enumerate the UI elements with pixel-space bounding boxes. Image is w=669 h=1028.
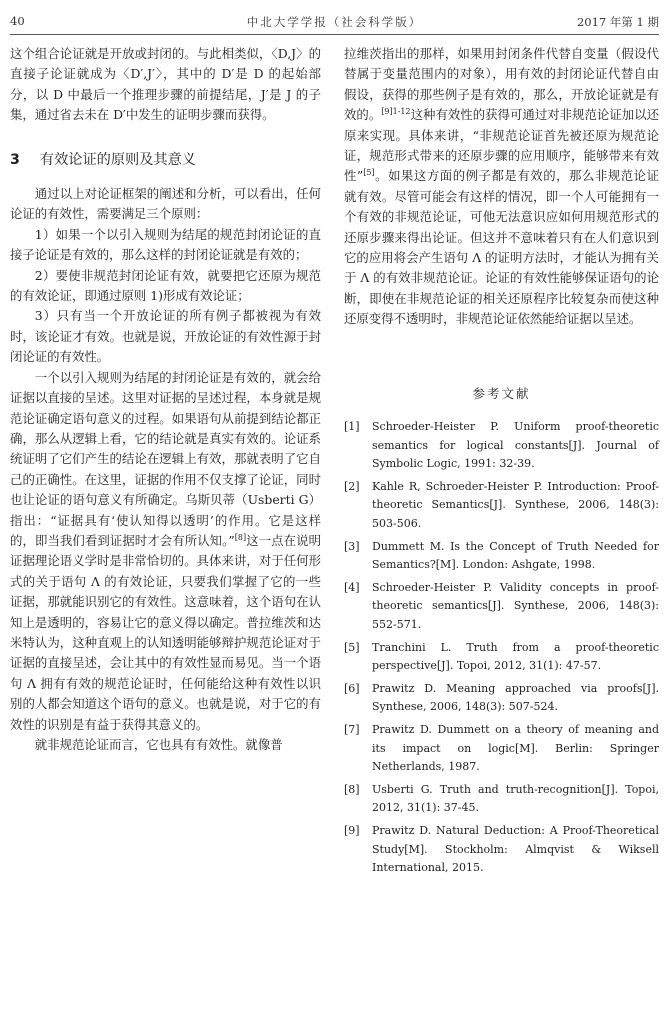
paragraph — [10, 368, 321, 735]
paragraph-text: 拉维茨指出的那样，如果用封闭条件代替自变量（假设代替属于变量范围内的对象），用有效的封闭论证代替自由假设，获得的那些例子是有效的，那么，开放论证就是有效的。 — [344, 46, 659, 123]
reference-text: Schroeder-Heister P. Uniform proof-theoretic semantics for logical constants[J]. Journal of Symbolic Logic, 1991: 32-39. — [372, 420, 659, 471]
page-header — [10, 12, 659, 34]
intro-paragraph: 这个组合论证就是开放或封闭的。与此相类似，〈D,J〉的直接子论证就成为〈D′,J′〉，其中的 D′是 D 的起始部分，以 D 中最后一个推理步骤的前提结尾，J′是 J 的子集，通过省去未在 D′中发生的证明步骤而获得。 — [10, 46, 321, 123]
paragraph-text: 。如果这方面的例子都是有效的，那么非规范论证就有效。尽管可能会有这样的情况，即一个人可能拥有一个有效的非规范论证，可他无法意识应如何用规范形式的还原步骤来得出论证。但这并不意味着只有在人们意识到它的应用将会产生语句 Λ 的证明方法时，才能认为拥有关于 Λ 的有效非规范论证。论证的有效性能够保证语句的论断，即使在非规范论证的相关还原程序比较复杂而使这种还原变得不透明时，非规范论证依然能给证据以呈述。 — [344, 168, 659, 327]
reference-item — [344, 639, 659, 676]
reference-item — [344, 579, 659, 635]
reference-number: [9] — [344, 823, 360, 837]
reference-item — [344, 721, 659, 777]
section-title: 有效论证的原则及其意义 — [39, 151, 196, 168]
citation[interactable]: [5] — [363, 168, 375, 178]
reference-number: [1] — [344, 420, 360, 434]
paragraph-text: 这种有效性的获得可通过对非规范论证加以还原来实现。具体来讲，“非规范论证首先被还原为规范论证，规范形式带来的还原步骤的应用顺序，能够带来有效性” — [344, 107, 660, 184]
reference-item — [344, 538, 659, 575]
reference-text: Schroeder-Heister P. Validity concepts in proof-theoretic semantics[J]. Synthese, 2006, 148(3): 552-571. — [372, 580, 659, 632]
issue-label: 2017 年第 1 期 — [576, 15, 659, 29]
reference-item — [344, 781, 659, 818]
reference-text: Tranchini L. Truth from a proof-theoretic perspective[J]. Topoi, 2012, 31(1): 47-57. — [372, 640, 659, 673]
references-heading: 参考文献 — [472, 385, 531, 401]
reference-item — [344, 822, 659, 878]
reference-item — [344, 478, 659, 534]
reference-number: [3] — [344, 539, 360, 553]
section-number: 3 — [10, 151, 20, 168]
left-column — [10, 44, 321, 755]
principle-1: 1）如果一个以引入规则为结尾的规范封闭论证的直接子论证是有效的，那么这样的封闭论证就是有效的； — [10, 226, 321, 263]
principle-2: 2）要使非规范封闭论证有效，就要把它还原为规范的有效论证，即通过原则 1)形成有效论证； — [10, 267, 321, 304]
paragraph: 就非规范论证而言，它也具有有效性。就像普 — [34, 737, 283, 752]
reference-text: Kahle R, Schroeder-Heister P. Introduction: Proof-theoretic Semantics[J]. Synthese, 2006, 148(3): 503-506. — [372, 479, 659, 531]
reference-text: Prawitz D. Natural Deduction: A Proof-Theoretical Study[M]. Stockholm: Almqvist & Wiksell International, 2015. — [372, 823, 659, 875]
header-rule — [10, 34, 659, 35]
reference-number: [8] — [344, 782, 360, 796]
reference-text: Prawitz D. Dummett on a theory of meaning and its impact on logic[M]. Berlin: Springer Netherlands, 1987. — [372, 723, 659, 774]
reference-number: [2] — [344, 479, 360, 493]
paragraph-text: 这一点在说明证据理论语义学时是非常恰切的。具体来讲，对于任何形式的关于语句 Λ 的有效论证，只要我们掌握了它的一些证据，那就能识别它的有效性。这意味着，这个语句在认知上是透明的，容易让它的意义得以确定。普拉维茨和达米特认为，这种直观上的认知透明能够辩护规范论证对于证据的直接呈述，会让其中的有效性显而易见。当一个语句 Λ 拥有有效的规范论证时，任何能给这种有效性以识别的人都会知道这个语句的意义。也就是说，对于它的有效性的识别是有益于获得其意义的。 — [10, 532, 322, 732]
reference-number: [6] — [344, 681, 360, 695]
reference-item — [344, 418, 659, 474]
journal-title: 中北大学学报（社会科学版） — [246, 15, 423, 29]
paragraph: 通过以上对论证框架的阐述和分析，可以看出，任何论证的有效性，需要满足三个原则： — [10, 186, 321, 222]
reference-number: [7] — [344, 723, 360, 736]
principle-3: 3）只有当一个开放论证的所有例子都被视为有效时，该论证才有效。也就是说，开放论证的有效性源于封闭论证的有效性。 — [10, 308, 321, 365]
reference-text: Prawitz D. Meaning approached via proofs[J]. Synthese, 2006, 148(3): 507-524. — [372, 681, 659, 714]
right-column — [344, 44, 659, 882]
reference-number: [5] — [344, 640, 360, 654]
section-heading — [10, 150, 321, 170]
reference-text: Dummett M. Is the Concept of Truth Needed for Semantics?[M]. London: Ashgate, 1998. — [372, 539, 659, 572]
paragraph-text: 一个以引入规则为结尾的封闭论证是有效的，就会给证据以直接的呈述。这里对证据的呈述过程，本身就是规范论证确定语句意义的过程。如果语句从前提到结论都正确，那么从逻辑上看，它的结论就是真实有效的。论证系统证明了它们产生的结论在逻辑上有效，那就表明了它自己的正确性。在这里，证据的作用不仅支撑了论证，同时也让论证的语句意义有所确定。乌斯贝蒂（Usberti G）指出：“证据具有‘使认知得以透明’的作用。它是这样的，即当我们看到证据时才会有所认知。” — [10, 369, 321, 548]
paragraph — [344, 44, 659, 330]
reference-text: Usberti G. Truth and truth-recognition[J]. Topoi, 2012, 31(1): 37-45. — [372, 782, 659, 815]
reference-item — [344, 680, 659, 717]
reference-number: [4] — [344, 580, 360, 594]
citation[interactable]: [8] — [234, 532, 247, 542]
page-number: 40 — [10, 14, 25, 28]
citation[interactable]: [9]1-12 — [381, 107, 411, 117]
